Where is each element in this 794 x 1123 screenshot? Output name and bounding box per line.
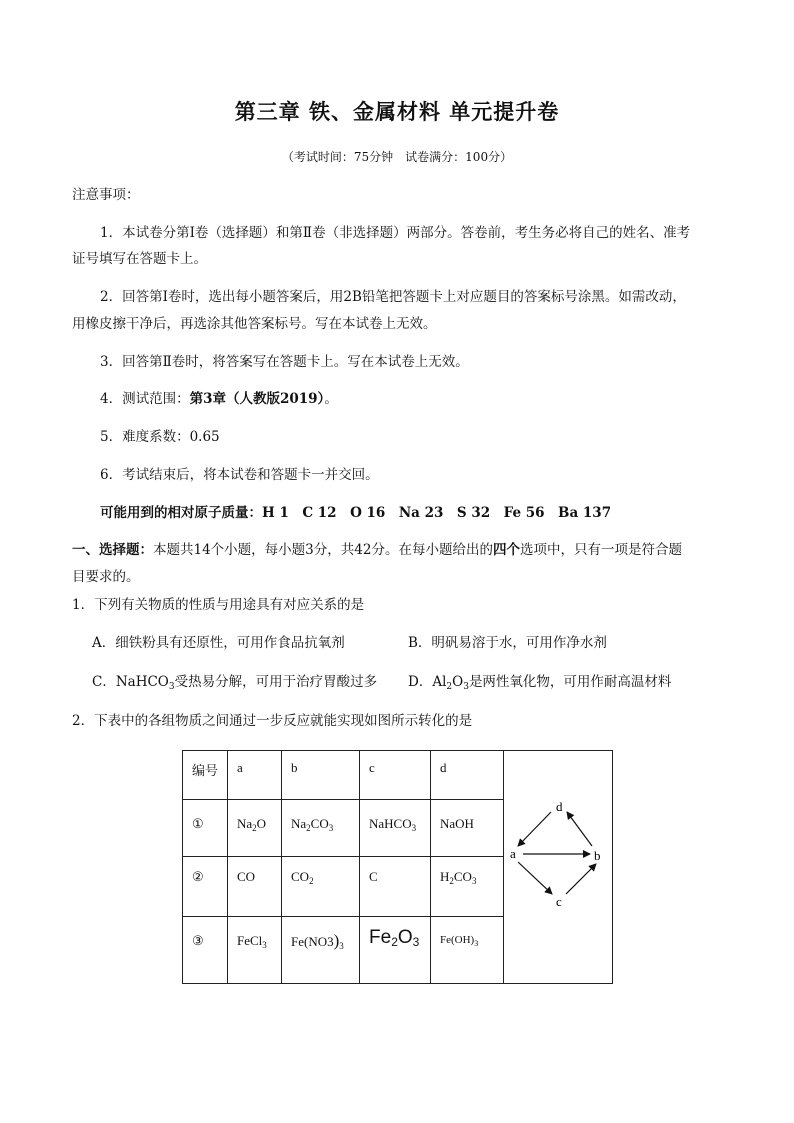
q1-d-mid: O — [452, 674, 464, 690]
row-1-a — [228, 800, 281, 832]
transformation-diagram — [504, 751, 612, 979]
notice-4-prefix: 4．测试范围： — [100, 391, 190, 407]
f: Fe(NO — [291, 933, 328, 949]
f: C — [369, 869, 378, 885]
f: O — [397, 926, 413, 948]
row-1-c — [360, 800, 430, 832]
f: CO — [453, 869, 472, 885]
header-cell — [431, 751, 504, 800]
atomic-masses: 可能用到的相对原子质量：H 1 C 12 O 16 Na 23 S 32 Fe 56 Ba 137 — [100, 505, 612, 521]
f: Fe — [369, 926, 392, 948]
arrow-b-to-d — [567, 812, 592, 846]
cell-b — [282, 857, 360, 916]
s: 3 — [328, 823, 334, 834]
header-b: b — [291, 760, 298, 775]
q1-c-pre: C．NaHCO — [92, 674, 169, 690]
row-id-cell — [183, 857, 228, 916]
cell-d — [431, 800, 504, 857]
header-id: 编号 — [192, 763, 219, 778]
f: NaHCO — [369, 816, 412, 832]
arrow-d-to-a — [518, 812, 551, 846]
row-3-b: $Fe(NO3)_3$ — [291, 930, 344, 951]
q1-d-sub2: 3 — [463, 682, 469, 692]
notice-3: 3．回答第Ⅱ卷时，将答案写在答题卡上。写在本试卷上无效。 — [100, 354, 469, 370]
row-1-id: ① — [192, 816, 204, 832]
header-cell — [183, 751, 228, 800]
q1-option-b: B．明矾易溶于水，可用作净水剂 — [408, 635, 607, 651]
cell-d — [431, 857, 504, 916]
page-title: 第三章 铁、金属材料 单元提升卷 — [234, 99, 560, 124]
cell-c — [360, 857, 431, 916]
exam-info: （考试时间：75分钟 试卷满分：100分） — [281, 150, 513, 164]
arrow-c-to-b — [566, 864, 596, 894]
header-cell — [228, 751, 282, 800]
notice-4 — [100, 391, 338, 407]
notice-1-line1: 1．本试卷分第Ⅰ卷（选择题）和第Ⅱ卷（非选择题）两部分。答卷前，考生务必将自己的姓名、准考 — [100, 225, 691, 241]
q1-option-d — [408, 674, 671, 690]
arrow-a-to-c — [518, 862, 552, 894]
f: CO — [310, 816, 329, 832]
q1-d-post: 是两性氧化物，可用作耐高温材料 — [468, 674, 672, 690]
s: 3 — [411, 823, 417, 834]
header-d: d — [440, 760, 447, 775]
node-c: c — [556, 894, 562, 909]
section-heading — [72, 542, 682, 558]
row-2-id: ② — [192, 869, 204, 885]
row-id-cell — [183, 800, 228, 857]
f: FeCl — [237, 932, 263, 948]
q1-stem: 1．下列有关物质的性质与用途具有对应关系的是 — [72, 597, 365, 613]
q1-c-post: 受热易分解，可用于治疗胃酸过多 — [174, 674, 378, 690]
s: 3 — [412, 934, 420, 949]
q2-table — [182, 750, 613, 984]
notice-heading: 注意事项： — [72, 187, 140, 203]
row-1-d — [431, 800, 503, 832]
q1-option-a: A．细铁粉具有还原性，可用作食品抗氧剂 — [92, 635, 345, 651]
header-cell — [360, 751, 431, 800]
cell-a — [228, 800, 282, 857]
row-id-cell — [183, 916, 228, 983]
s: 2 — [309, 876, 314, 887]
row-3-d — [431, 917, 503, 946]
row-2-d — [431, 857, 503, 885]
notice-4-scope: 第3章（人教版2019） — [189, 391, 325, 407]
q1-d-pre: D．Al — [408, 674, 447, 690]
section-text1: 本题共14个小题，每小题3分，共42分。在每小题给出的 — [153, 542, 493, 558]
row-3-id: ③ — [192, 932, 204, 948]
s: 3 — [471, 876, 477, 887]
f: CO — [237, 869, 256, 885]
header-a: a — [237, 760, 243, 775]
f: O — [256, 816, 267, 832]
notice-2-line1: 2．回答第Ⅰ卷时，选出每小题答案后，用2B铅笔把答题卡上对应题目的答案标号涂黑。如需改动， — [100, 289, 686, 305]
s: 2 — [391, 934, 398, 949]
row-3-c — [360, 917, 430, 949]
s: 2 — [252, 823, 257, 834]
section-text2: 选项中，只有一项是符合题 — [519, 542, 682, 558]
notice-5: 5．难度系数：0.65 — [100, 429, 220, 445]
f: CO — [291, 869, 310, 885]
notice-6: 6．考试结束后，将本试卷和答题卡一并交回。 — [100, 467, 379, 483]
cell-c — [360, 800, 431, 857]
f: Na — [291, 816, 307, 832]
s: 3 — [474, 938, 479, 948]
header-cell — [282, 751, 360, 800]
cell-b — [282, 916, 360, 983]
table-header-row — [183, 751, 613, 800]
f: NaOH — [440, 816, 474, 832]
row-1-b — [282, 800, 359, 832]
notice-4-suffix: 。 — [324, 391, 338, 407]
node-a: a — [510, 846, 516, 861]
cell-a — [228, 916, 282, 983]
row-2-c — [360, 857, 430, 885]
notice-1-line2: 证号填写在答题卡上。 — [72, 251, 207, 267]
header-c: c — [369, 760, 375, 775]
row-3-a — [228, 917, 281, 949]
diagram-cell — [504, 751, 613, 984]
s: 2 — [449, 876, 454, 887]
cell-a — [228, 857, 282, 916]
q1-d-sub1: 2 — [446, 682, 453, 692]
node-d: d — [556, 799, 563, 814]
row-2-b — [282, 857, 359, 885]
cell-c — [360, 916, 431, 983]
row-2-a — [228, 857, 281, 885]
f: H — [440, 869, 450, 885]
s: 3 — [262, 939, 267, 950]
cell-d — [431, 916, 504, 983]
section-heading-line2: 目要求的。 — [72, 569, 140, 585]
section-label: 一、选择题： — [72, 542, 153, 558]
s: 2 — [306, 823, 311, 834]
f: Fe(OH) — [440, 933, 475, 946]
section-text-bold: 四个 — [492, 542, 520, 558]
q1-option-c — [92, 674, 377, 690]
node-b: b — [594, 848, 601, 863]
f: Na — [237, 816, 253, 832]
q2-stem: 2．下表中的各组物质之间通过一步反应就能实现如图所示转化的是 — [72, 713, 473, 729]
q1-c-sub: 3 — [168, 682, 175, 692]
notice-2-line2: 用橡皮擦干净后，再选涂其他答案标号。写在本试卷上无效。 — [72, 316, 437, 332]
cell-b — [282, 800, 360, 857]
